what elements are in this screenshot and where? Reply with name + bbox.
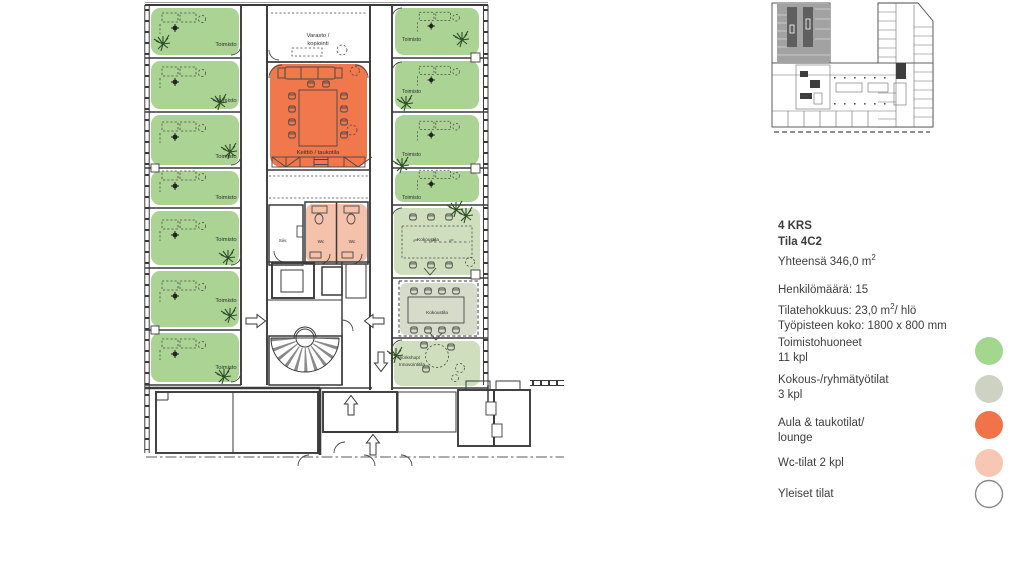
legend-swatch-wc <box>974 448 1004 478</box>
room-label-toimisto: Toimisto <box>215 154 237 160</box>
legend-label: Kokous-/ryhmätyötilat <box>778 374 889 386</box>
total-area: Yhteensä 346,0 $m^2$ <box>778 253 876 268</box>
room-label-keittio: Keittiö / taukotila <box>296 150 340 156</box>
room-label-wc: Wc <box>317 239 325 244</box>
room-label-toimisto: Toimisto <box>402 89 422 95</box>
room-label-wc: Wc <box>348 239 356 244</box>
room-label-toimisto: Toimisto <box>215 237 237 243</box>
space-title: Tila 4C2 <box>778 235 822 248</box>
efficiency: Tilatehokkuus: 23,0 $m^2/$ hlö <box>778 301 917 317</box>
arrow-up-icon <box>367 435 380 456</box>
legend-swatch-offices <box>974 336 1004 366</box>
room-label-toimisto: Toimisto <box>215 365 237 371</box>
room-label-workshop: Innovointitila <box>398 362 426 367</box>
arrow-down-icon <box>375 352 388 372</box>
room-label-toimisto: Toimisto <box>215 298 237 304</box>
legend-count: 11 kpl <box>778 352 808 364</box>
legend-swatch-public <box>974 479 1004 509</box>
legend-label: Aula & taukotilat/ <box>778 417 865 429</box>
legend-label: Wc-tilat 2 kpl <box>778 457 844 469</box>
arrow-right-icon <box>246 315 266 328</box>
floor-plan <box>140 0 570 480</box>
arrow-left-icon <box>365 315 385 328</box>
space-info <box>778 219 1024 335</box>
legend-label: Yleiset tilat <box>778 488 834 500</box>
room-label-toimisto: Toimisto <box>402 37 422 43</box>
room-label-workshop: Workshop/ <box>397 355 421 360</box>
legend-swatch-lounge <box>974 410 1004 440</box>
room-label-toimisto: Toimisto <box>215 42 237 48</box>
room-label-siiv: Siiv. <box>278 238 288 243</box>
room-label-toimisto: Toimisto <box>402 152 422 158</box>
overview-plan <box>770 0 936 138</box>
room-label-varasto: Varasto / <box>306 33 330 39</box>
room-label-toimisto: Toimisto <box>215 98 237 104</box>
room-label-toimisto: Toimisto <box>402 195 422 201</box>
arrow-up-icon <box>345 396 358 416</box>
legend-label: Toimistohuoneet <box>778 337 862 349</box>
headcount: Henkilömäärä: 15 <box>778 284 869 297</box>
room-label-toimisto: Toimisto <box>215 195 237 201</box>
legend-count: 3 kpl <box>778 389 803 401</box>
legend-count: lounge <box>778 432 813 444</box>
room-label-kokoustila: Kokoustila <box>417 237 439 242</box>
room-label-kokoustila: Kokoustila <box>426 310 448 315</box>
room-label-varasto: kopiointi <box>307 41 329 47</box>
workstation-size: Työpisteen koko: 1800 x 800 mm <box>778 320 947 333</box>
legend-swatch-meeting <box>974 374 1004 404</box>
floor-title: 4 KRS <box>778 220 812 232</box>
